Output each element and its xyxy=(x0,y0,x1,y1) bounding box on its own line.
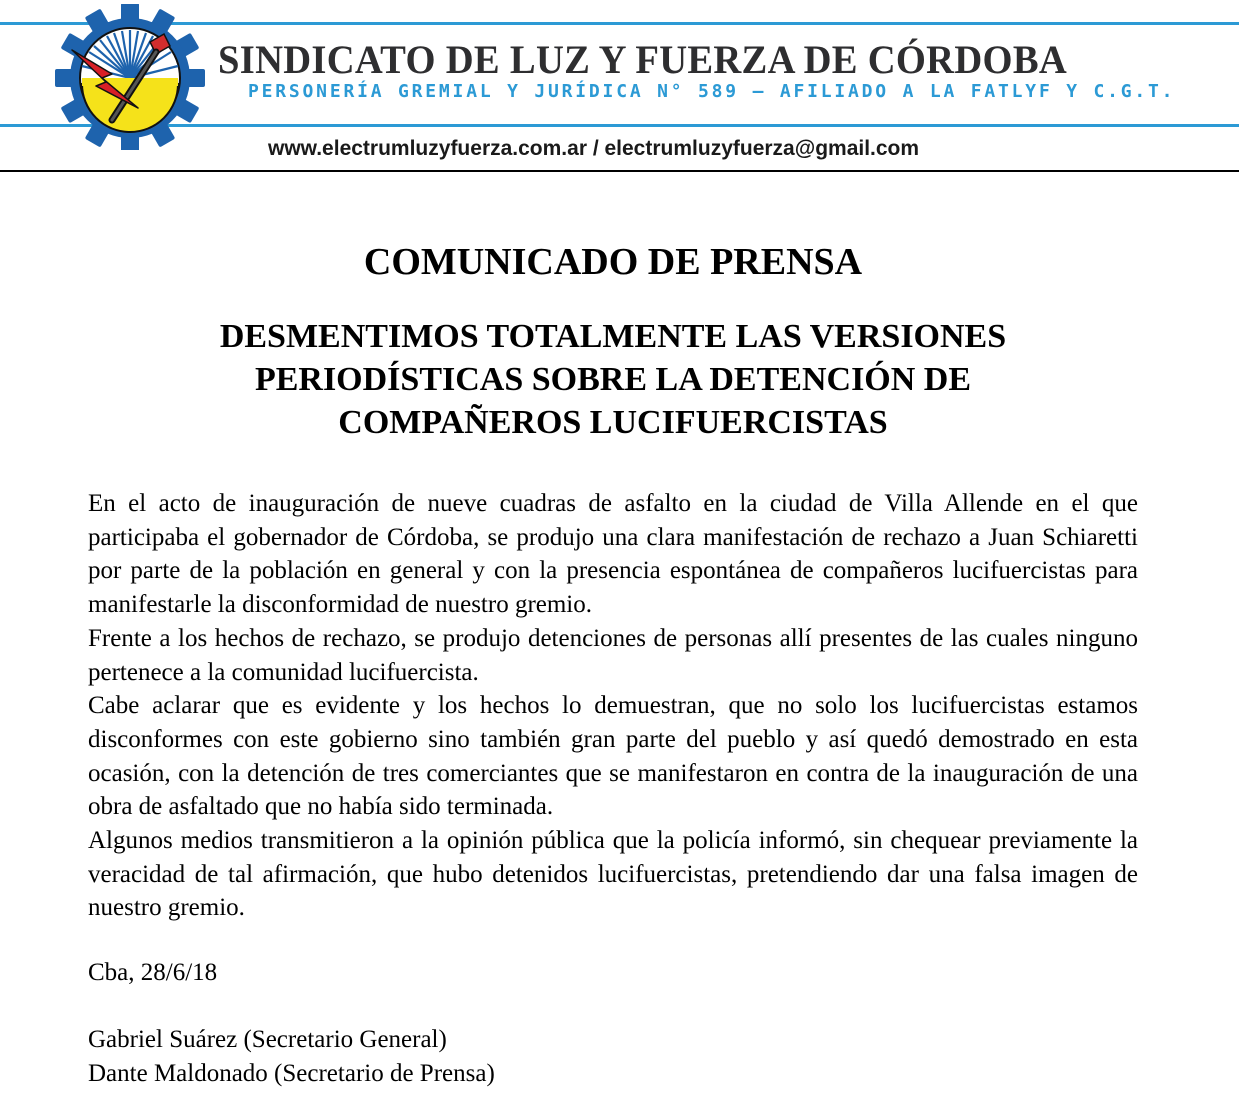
body-paragraph: Frente a los hechos de rechazo, se produjo detenciones de personas allí presentes de las cuales ninguno pertenece a la comunidad lucifuercista. xyxy=(88,624,1138,686)
letterhead xyxy=(0,0,1239,172)
contact-line: www.electrumluzyfuerza.com.ar / electrumluzyfuerza@gmail.com xyxy=(268,137,920,160)
body-paragraph: Cabe aclarar que es evidente y los hechos lo demuestran, que no solo los lucifuercistas estamos disconformes con este gobierno sino también gran parte del pueblo y así quedó demostrado en esta ocasión, con la detención de tres comerciantes que se manifestaron en contra de la inauguración de una obra de asfaltado que no había sido terminada. xyxy=(88,692,1138,821)
document-title: COMUNICADO DE PRENSA xyxy=(363,241,863,283)
organization-subtitle: PERSONERÍA GREMIAL Y JURÍDICA N° 589 — AFILIADO A LA FATLYF Y C.G.T. xyxy=(248,81,1176,102)
document-date: Cba, 28/6/18 xyxy=(88,959,218,986)
header-black-rule xyxy=(0,170,1239,172)
union-gear-lightning-logo xyxy=(52,4,208,150)
signature-line: Gabriel Suárez (Secretario General) xyxy=(88,1026,447,1053)
document-body xyxy=(88,487,1138,925)
organization-name: SINDICATO DE LUZ Y FUERZA DE CÓRDOBA xyxy=(218,37,1068,82)
body-paragraph: Algunos medios transmitieron a la opinión pública que la policía informó, sin chequear previamente la veracidad de tal afirmación, que hubo detenidos lucifuercistas, pretendiendo dar una falsa imagen de nuestro gremio. xyxy=(88,827,1138,922)
body-paragraph: En el acto de inauguración de nueve cuadras de asfalto en la ciudad de Villa Allende en el que participaba el gobernador de Córdoba, se produjo una clara manifestación de rechazo a Juan Schiaretti por parte de la población en general y con la presencia espontánea de compañeros lucifuercistas para manifestarle la disconformidad de nuestro gremio. xyxy=(88,490,1138,619)
document-headline: DESMENTIMOS TOTALMENTE LAS VERSIONES PERIODÍSTICAS SOBRE LA DETENCIÓN DE COMPAÑEROS LUCIFUERCISTAS xyxy=(219,318,1007,441)
signature-line: Dante Maldonado (Secretario de Prensa) xyxy=(88,1060,495,1087)
